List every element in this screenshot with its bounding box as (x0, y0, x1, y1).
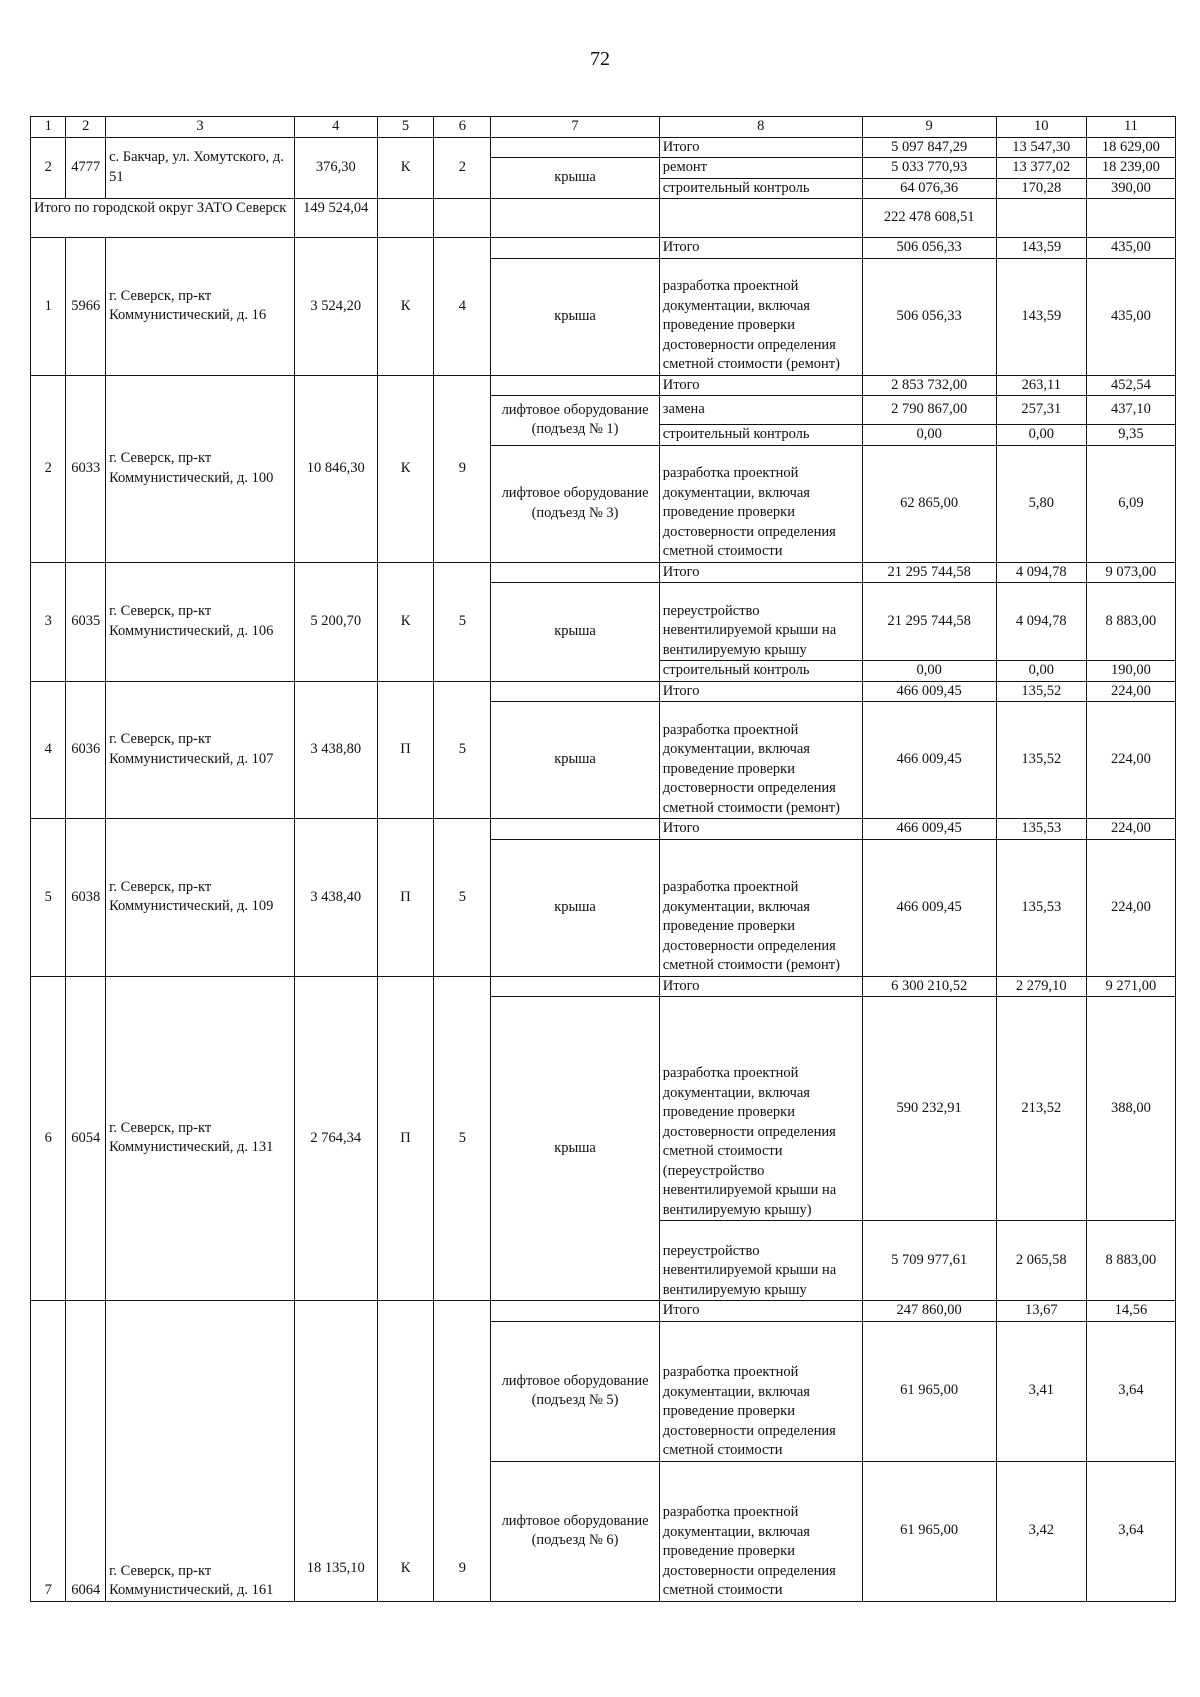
house-code: 6036 (66, 681, 106, 819)
cost-total: 61 965,00 (862, 1461, 996, 1601)
house-code: 6064 (66, 1301, 106, 1602)
wall-material: П (377, 681, 434, 819)
cost-limit: 224,00 (1086, 819, 1175, 840)
cost-per-m2: 143,59 (996, 238, 1086, 259)
row-number: 2 (31, 137, 66, 199)
line-label: замена (659, 396, 862, 425)
wall-material: П (377, 819, 434, 977)
wall-material: К (377, 562, 434, 681)
col-header: 9 (862, 117, 996, 138)
cost-limit: 9 271,00 (1086, 976, 1175, 997)
cost-per-m2: 4 094,78 (996, 562, 1086, 583)
line-label: разработка проектной документации, включая проведение проверки достоверности определения сметной стоимости (ремонт) (659, 839, 862, 976)
floors: 5 (434, 681, 491, 819)
house-address: с. Бакчар, ул. Хомутского, д. 51 (106, 137, 295, 199)
line-label: строительный контроль (659, 425, 862, 446)
cost-total: 2 790 867,00 (862, 396, 996, 425)
wall-material: К (377, 1301, 434, 1602)
house-area: 3 438,80 (294, 681, 377, 819)
structural-element: крыша (491, 839, 659, 976)
wall-material: К (377, 375, 434, 562)
cost-per-m2: 135,53 (996, 839, 1086, 976)
house-address: г. Северск, пр-кт Коммунистический, д. 161 (106, 1301, 295, 1602)
row-number: 3 (31, 562, 66, 681)
floors: 4 (434, 238, 491, 376)
cost-per-m2: 0,00 (996, 425, 1086, 446)
table-row (31, 562, 1176, 583)
col-header: 8 (659, 117, 862, 138)
cost-per-m2: 143,59 (996, 258, 1086, 375)
table-row (31, 976, 1176, 997)
house-area: 3 524,20 (294, 238, 377, 376)
cost-per-m2: 13 377,02 (996, 158, 1086, 179)
cost-total: 21 295 744,58 (862, 562, 996, 583)
cost-per-m2: 263,11 (996, 375, 1086, 396)
cost-total: 5 097 847,29 (862, 137, 996, 158)
floors: 5 (434, 562, 491, 681)
cost-per-m2: 2 279,10 (996, 976, 1086, 997)
cost-total: 62 865,00 (862, 445, 996, 562)
floors: 2 (434, 137, 491, 199)
cost-total: 0,00 (862, 425, 996, 446)
cost-per-m2: 0,00 (996, 661, 1086, 682)
cost-total: 64 076,36 (862, 178, 996, 199)
row-number: 6 (31, 976, 66, 1301)
cost-limit: 18 239,00 (1086, 158, 1175, 179)
line-label: Итого (659, 976, 862, 997)
cost-total: 466 009,45 (862, 839, 996, 976)
cost-limit: 3,64 (1086, 1321, 1175, 1461)
cost-total: 466 009,45 (862, 681, 996, 702)
cost-per-m2: 213,52 (996, 997, 1086, 1221)
cost-limit: 224,00 (1086, 839, 1175, 976)
floors: 5 (434, 976, 491, 1301)
structural-element: лифтовое оборудование (подъезд № 3) (491, 445, 659, 562)
col-header: 11 (1086, 117, 1175, 138)
structural-element: крыша (491, 997, 659, 1301)
cost-limit: 14,56 (1086, 1301, 1175, 1322)
house-area: 2 764,34 (294, 976, 377, 1301)
page-number: 72 (590, 48, 610, 70)
house-address: г. Северск, пр-кт Коммунистический, д. 106 (106, 562, 295, 681)
cost-per-m2: 135,52 (996, 681, 1086, 702)
structural-element: крыша (491, 158, 659, 199)
repair-program-table (30, 116, 1176, 1602)
subtotal-row (31, 199, 1176, 238)
cost-total: 21 295 744,58 (862, 583, 996, 661)
cost-per-m2: 13,67 (996, 1301, 1086, 1322)
cost-per-m2: 135,53 (996, 819, 1086, 840)
structural-element: крыша (491, 702, 659, 819)
table-row (31, 1301, 1176, 1322)
cost-per-m2: 2 065,58 (996, 1221, 1086, 1301)
line-label: переустройство невентилируемой крыши на вентилируемую крышу (659, 1221, 862, 1301)
cost-total: 5 709 977,61 (862, 1221, 996, 1301)
cost-total: 466 009,45 (862, 819, 996, 840)
house-code: 6054 (66, 976, 106, 1301)
house-address: г. Северск, пр-кт Коммунистический, д. 100 (106, 375, 295, 562)
cost-limit: 8 883,00 (1086, 583, 1175, 661)
house-code: 5966 (66, 238, 106, 376)
cost-total: 506 056,33 (862, 258, 996, 375)
cost-limit: 18 629,00 (1086, 137, 1175, 158)
cost-limit: 452,54 (1086, 375, 1175, 396)
line-label: Итого (659, 681, 862, 702)
structural-element: крыша (491, 258, 659, 375)
house-address: г. Северск, пр-кт Коммунистический, д. 107 (106, 681, 295, 819)
col-header: 3 (106, 117, 295, 138)
structural-element: лифтовое оборудование (подъезд № 6) (491, 1461, 659, 1601)
col-header: 7 (491, 117, 659, 138)
row-number: 2 (31, 375, 66, 562)
wall-material: П (377, 976, 434, 1301)
row-number: 1 (31, 238, 66, 376)
cost-limit: 224,00 (1086, 681, 1175, 702)
line-label: разработка проектной документации, включая проведение проверки достоверности определения сметной стоимости (ремонт) (659, 258, 862, 375)
line-label: строительный контроль (659, 178, 862, 199)
house-address: г. Северск, пр-кт Коммунистический, д. 16 (106, 238, 295, 376)
cost-total: 506 056,33 (862, 238, 996, 259)
line-label: ремонт (659, 158, 862, 179)
wall-material: К (377, 137, 434, 199)
col-header: 4 (294, 117, 377, 138)
cost-total: 5 033 770,93 (862, 158, 996, 179)
table-frame (30, 116, 1176, 1616)
house-code: 6038 (66, 819, 106, 977)
house-area: 18 135,10 (294, 1301, 377, 1602)
cost-limit: 390,00 (1086, 178, 1175, 199)
floors: 9 (434, 1301, 491, 1602)
col-header: 6 (434, 117, 491, 138)
table-row (31, 375, 1176, 396)
cost-limit: 435,00 (1086, 238, 1175, 259)
structural-element: крыша (491, 583, 659, 682)
cost-total: 2 853 732,00 (862, 375, 996, 396)
line-label: строительный контроль (659, 661, 862, 682)
table-row (31, 819, 1176, 840)
house-area: 3 438,40 (294, 819, 377, 977)
house-area: 376,30 (294, 137, 377, 199)
col-header: 1 (31, 117, 66, 138)
house-area: 10 846,30 (294, 375, 377, 562)
cost-limit: 224,00 (1086, 702, 1175, 819)
row-number: 7 (31, 1301, 66, 1602)
cost-limit: 388,00 (1086, 997, 1175, 1221)
col-header: 5 (377, 117, 434, 138)
floors: 9 (434, 375, 491, 562)
line-label: переустройство невентилируемой крыши на вентилируемую крышу (659, 583, 862, 661)
line-label: разработка проектной документации, включая проведение проверки достоверности определения сметной стоимости (659, 1461, 862, 1601)
floors: 5 (434, 819, 491, 977)
col-header: 2 (66, 117, 106, 138)
cost-per-m2: 13 547,30 (996, 137, 1086, 158)
line-label: разработка проектной документации, включая проведение проверки достоверности определения сметной стоимости (659, 1321, 862, 1461)
house-code: 6033 (66, 375, 106, 562)
line-label: разработка проектной документации, включая проведение проверки достоверности определения сметной стоимости (переустройство невентилируемой крыши на вентилируемую крышу) (659, 997, 862, 1221)
structural-element: лифтовое оборудование (подъезд № 1) (491, 396, 659, 446)
cost-per-m2: 4 094,78 (996, 583, 1086, 661)
cost-per-m2: 3,42 (996, 1461, 1086, 1601)
house-address: г. Северск, пр-кт Коммунистический, д. 131 (106, 976, 295, 1301)
cost-per-m2: 3,41 (996, 1321, 1086, 1461)
cost-total: 247 860,00 (862, 1301, 996, 1322)
cost-total: 61 965,00 (862, 1321, 996, 1461)
line-label: Итого (659, 375, 862, 396)
subtotal-area: 149 524,04 (294, 199, 377, 238)
cost-per-m2: 170,28 (996, 178, 1086, 199)
line-label: Итого (659, 238, 862, 259)
house-code: 6035 (66, 562, 106, 681)
row-number: 4 (31, 681, 66, 819)
line-label: Итого (659, 1301, 862, 1322)
cost-per-m2: 257,31 (996, 396, 1086, 425)
cost-total: 466 009,45 (862, 702, 996, 819)
house-code: 4777 (66, 137, 106, 199)
line-label: Итого (659, 819, 862, 840)
line-label: разработка проектной документации, включая проведение проверки достоверности определения сметной стоимости (659, 445, 862, 562)
structural-element: лифтовое оборудование (подъезд № 5) (491, 1321, 659, 1461)
wall-material: К (377, 238, 434, 376)
cost-limit: 8 883,00 (1086, 1221, 1175, 1301)
cost-per-m2: 5,80 (996, 445, 1086, 562)
cost-limit: 3,64 (1086, 1461, 1175, 1601)
cost-total: 590 232,91 (862, 997, 996, 1221)
cost-total: 6 300 210,52 (862, 976, 996, 997)
table-row (31, 137, 1176, 158)
table-row (31, 238, 1176, 259)
cost-per-m2: 135,52 (996, 702, 1086, 819)
cost-total: 0,00 (862, 661, 996, 682)
column-number-row (31, 117, 1176, 138)
col-header: 10 (996, 117, 1086, 138)
table-row (31, 681, 1176, 702)
cost-limit: 190,00 (1086, 661, 1175, 682)
cost-limit: 6,09 (1086, 445, 1175, 562)
house-area: 5 200,70 (294, 562, 377, 681)
cost-limit: 435,00 (1086, 258, 1175, 375)
subtotal-label: Итого по городской округ ЗАТО Северск (31, 199, 295, 238)
row-number: 5 (31, 819, 66, 977)
cost-limit: 9 073,00 (1086, 562, 1175, 583)
subtotal-sum: 222 478 608,51 (862, 199, 996, 238)
line-label: Итого (659, 562, 862, 583)
cost-limit: 9,35 (1086, 425, 1175, 446)
line-label: разработка проектной документации, включая проведение проверки достоверности определения сметной стоимости (ремонт) (659, 702, 862, 819)
cost-limit: 437,10 (1086, 396, 1175, 425)
house-address: г. Северск, пр-кт Коммунистический, д. 109 (106, 819, 295, 977)
line-label: Итого (659, 137, 862, 158)
